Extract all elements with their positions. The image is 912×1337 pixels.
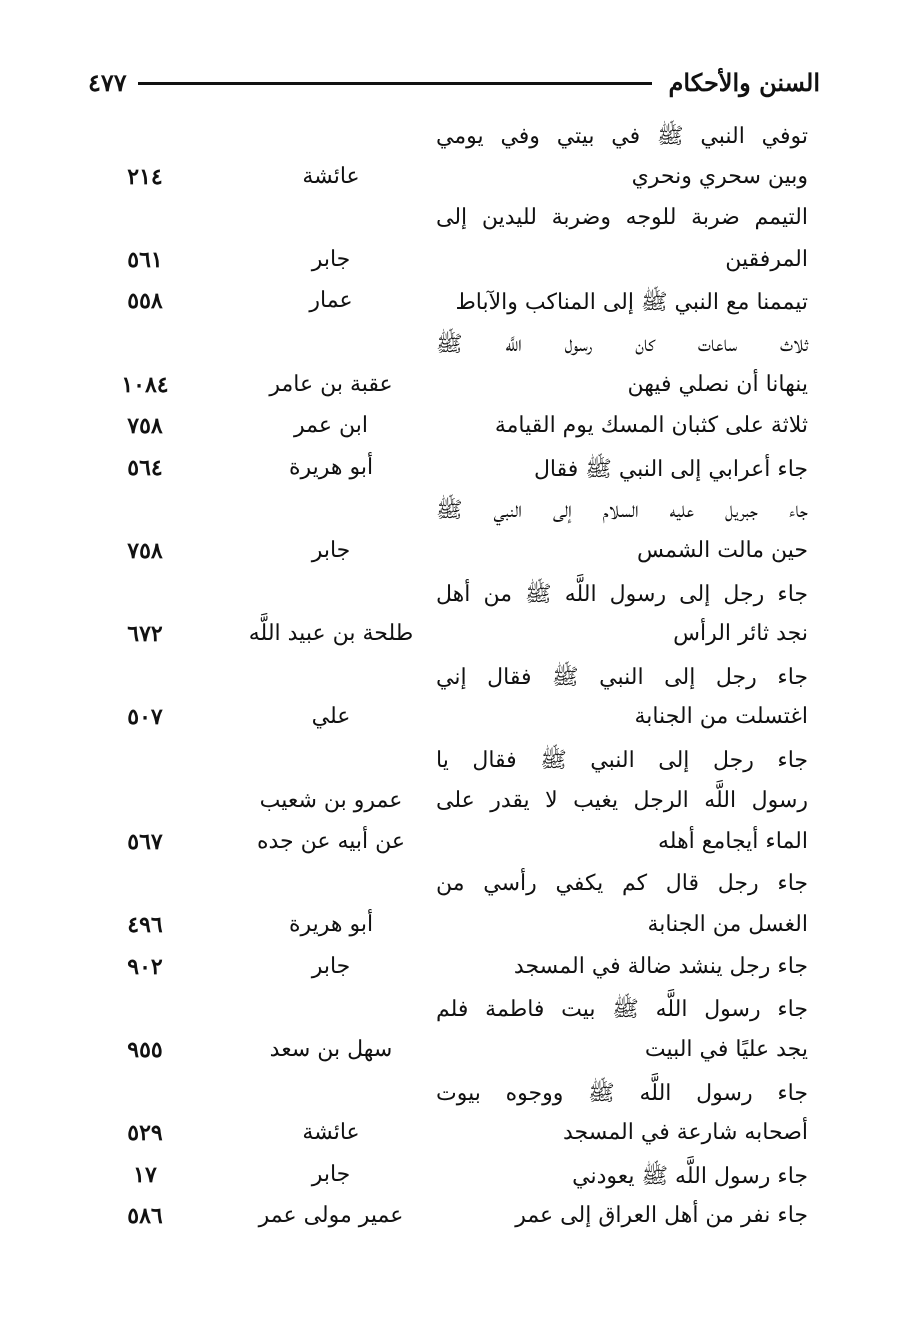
hadith-text: جاء رسول اللَّه ﷺ يعودني: [572, 1163, 808, 1189]
narrator: جابر: [311, 1161, 351, 1187]
index-row: [0, 867, 912, 909]
narrator: عمير مولى عمر: [258, 1203, 404, 1229]
index-row: [0, 742, 912, 784]
page-reference: ٩٠٢: [127, 953, 163, 980]
index-row: [0, 534, 912, 576]
hadith-text: جاء جبريل عليه السلام إلى النبي ﷺ: [436, 498, 808, 524]
hadith-text: جاء أعرابي إلى النبي ﷺ فقال: [533, 456, 808, 482]
hadith-text: تيممنا مع النبي ﷺ إلى المناكب والآباط: [455, 290, 808, 316]
narrator: عقبة بن عامر: [269, 371, 393, 397]
index-row: [0, 1033, 912, 1075]
page-reference: ٥٨٦: [127, 1203, 163, 1230]
index-row: [0, 700, 912, 742]
index-row: [0, 160, 912, 202]
hadith-text: المرفقين: [725, 246, 808, 272]
hadith-text: جاء رجل إلى النبي ﷺ فقال يا: [436, 747, 808, 773]
narrator: ابن عمر: [294, 413, 368, 439]
narrator: علي: [311, 704, 351, 730]
hadith-text: جاء رسول اللَّه ﷺ ووجوه بيوت: [436, 1080, 808, 1106]
page-reference: ١٠٨٤: [121, 371, 169, 398]
page-reference: ٥٠٧: [127, 704, 163, 731]
page-reference: ٧٥٨: [127, 537, 163, 564]
page-header: [80, 64, 820, 104]
narrator: طلحة بن عبيد اللَّه: [248, 621, 414, 647]
hadith-text: جاء نفر من أهل العراق إلى عمر: [515, 1203, 808, 1229]
narrator: أبو هريرة: [288, 912, 374, 938]
index-row: [0, 659, 912, 701]
page-reference: ٥٢٩: [127, 1120, 163, 1147]
hadith-text: جاء رجل ينشد ضالة في المسجد: [513, 953, 808, 979]
narrator: عائشة: [302, 1120, 360, 1146]
hadith-text: جاء رجل إلى رسول اللَّه ﷺ من أهل: [436, 581, 808, 607]
page-reference: ٦٧٢: [127, 621, 163, 648]
page-reference: ٤٩٦: [127, 912, 163, 939]
hadith-text: وبين سحري ونحري: [631, 163, 808, 189]
index-row: [0, 825, 912, 867]
narrator: جابر: [311, 537, 351, 563]
narrator: أبو هريرة: [288, 454, 374, 480]
hadith-text: الغسل من الجنابة: [647, 912, 808, 938]
hadith-text: جاء رسول اللَّه ﷺ بيت فاطمة فلم: [436, 997, 808, 1023]
narrator: عائشة: [302, 163, 360, 189]
page-reference: ٩٥٥: [127, 1037, 163, 1064]
narrator: سهل بن سعد: [269, 1037, 393, 1063]
index-row: [0, 784, 912, 826]
index-row: [0, 368, 912, 410]
index-row: [0, 1199, 912, 1241]
index-row: [0, 908, 912, 950]
index-row: [0, 326, 912, 368]
index-row: [0, 950, 912, 992]
hadith-text: حين مالت الشمس: [637, 537, 808, 563]
index-row: [0, 451, 912, 493]
page-reference: ٥٦٤: [127, 454, 163, 481]
page-reference: ٧٥٨: [127, 413, 163, 440]
header-rule: [138, 82, 652, 85]
page-reference: ٥٦٧: [127, 829, 163, 856]
narrator: جابر: [311, 953, 351, 979]
narrator: عن أبيه عن جده: [256, 829, 406, 855]
hadith-text: نجد ثائر الرأس: [673, 621, 808, 647]
index-row: [0, 617, 912, 659]
index-row: [0, 1075, 912, 1117]
page-number: ٤٧٧: [88, 68, 127, 97]
hadith-text: ثلاث ساعات كان رسول اللَّه ﷺ: [436, 331, 808, 357]
narrator: عمار: [309, 288, 353, 314]
hadith-text: جاء رجل إلى النبي ﷺ فقال إني: [436, 664, 808, 690]
index-row: [0, 576, 912, 618]
hadith-text: توفي النبي ﷺ في بيتي وفي يومي: [436, 124, 808, 149]
hadith-text: ينهانا أن نصلي فيهن: [627, 371, 808, 397]
hadith-text: التيمم ضربة للوجه وضربة لليدين إلى: [436, 205, 808, 231]
page-reference: ٥٦١: [127, 246, 163, 273]
index-row: [0, 1158, 912, 1200]
index-row: [0, 492, 912, 534]
hadith-text: الماء أيجامع أهله: [658, 829, 808, 855]
index-row: [0, 1116, 912, 1158]
page-reference: ٢١٤: [127, 163, 163, 190]
hadith-text: أصحابه شارعة في المسجد: [562, 1120, 808, 1146]
hadith-text: ثلاثة على كثبان المسك يوم القيامة: [494, 413, 808, 439]
index-row: [0, 201, 912, 243]
page-reference: ١٧: [133, 1161, 157, 1188]
index-row: [0, 118, 912, 160]
hadith-index-list: [0, 118, 912, 1241]
hadith-text: جاء رجل قال كم يكفي رأسي من: [436, 870, 808, 896]
hadith-text: رسول اللَّه الرجل يغيب لا يقدر على: [436, 787, 808, 813]
index-row: [0, 243, 912, 285]
running-title: السنن والأحكام: [668, 68, 820, 97]
hadith-text: اغتسلت من الجنابة: [634, 704, 808, 730]
hadith-text: يجد عليًا في البيت: [644, 1037, 808, 1063]
index-row: [0, 991, 912, 1033]
index-row: [0, 284, 912, 326]
page-reference: ٥٥٨: [127, 288, 163, 315]
narrator: جابر: [311, 246, 351, 272]
narrator: عمرو بن شعيب: [259, 787, 403, 813]
index-row: [0, 409, 912, 451]
